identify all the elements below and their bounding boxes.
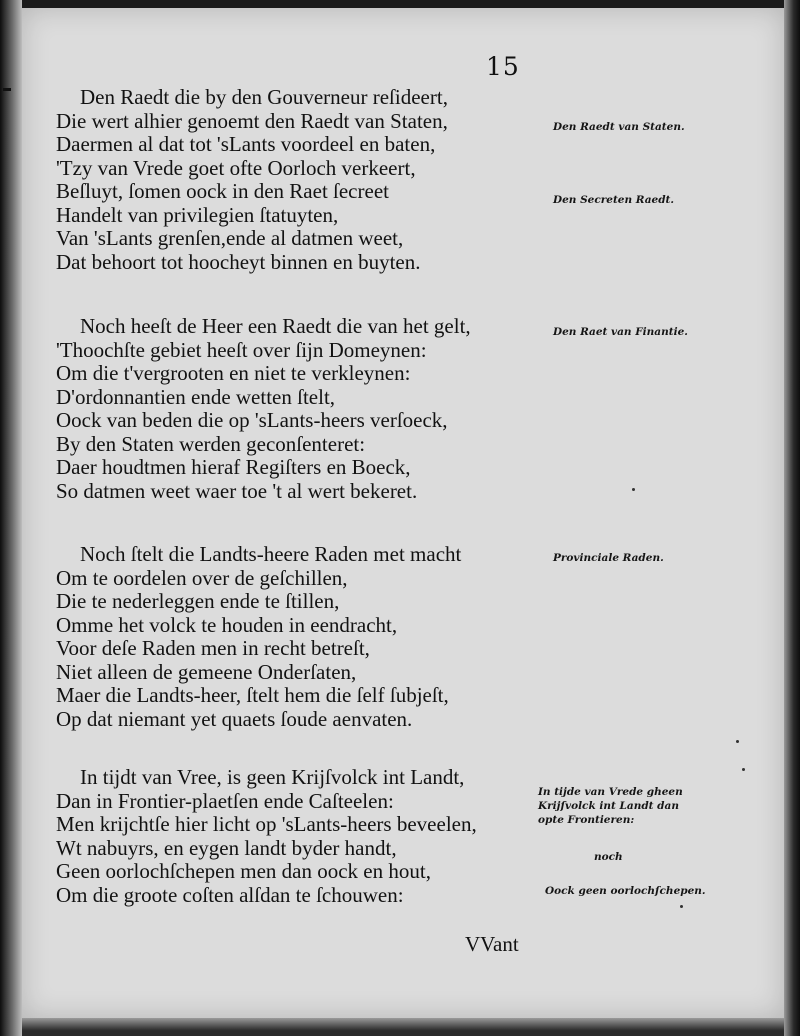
verse-line: Die wert alhier genoemt den Raedt van Staten, <box>56 108 448 133</box>
verse-line: Men krijchtſe hier licht op 'sLants-heers beveelen, <box>56 812 477 836</box>
margin-note <box>545 884 706 898</box>
verse-line: Die te nederleggen ende te ſtillen, <box>56 589 340 613</box>
page-bottom-shadow <box>22 1018 784 1036</box>
margin-note <box>538 785 683 827</box>
margin-note-line: In tijde van Vrede gheen <box>538 786 683 798</box>
verse-line: Om die t'vergrooten en niet te verkleynen: <box>56 361 411 385</box>
verse-line: 'Thoochſte gebiet heeſt over ſijn Domeynen: <box>56 337 427 362</box>
verse-line: Om te oordelen over de geſchillen, <box>56 565 348 590</box>
verse-line: Van 'sLants grenſen,ende al datmen weet, <box>56 226 404 250</box>
verse-line: So datmen weet waer toe 't al wert bekeret. <box>56 478 418 503</box>
margin-note-line: opte Frontieren: <box>538 814 635 826</box>
paper-speck <box>742 768 745 771</box>
margin-note <box>553 551 664 565</box>
verse-line: Maer die Landts-heer, ſtelt hem die ſelf ſubjeſt, <box>56 683 449 707</box>
paper-speck <box>632 488 635 491</box>
verse-line: Voor deſe Raden men in recht betreſt, <box>56 636 370 660</box>
margin-note <box>553 120 685 134</box>
verse-line: Handelt van privilegien ſtatuyten, <box>56 202 339 227</box>
margin-note-line: Den Secreten Raedt. <box>553 194 675 206</box>
verse-line: Niet alleen de gemeene Onderſaten, <box>56 659 357 684</box>
margin-note-line: Provinciale Raden. <box>553 552 664 564</box>
verse-line: Omme het volck te houden in eendracht, <box>56 612 398 637</box>
verse-line: By den Staten werden geconſenteret: <box>56 431 366 456</box>
verse-line: Dan in Frontier-plaetſen ende Caſteelen: <box>56 788 394 813</box>
page-edge-shadow <box>784 0 800 1036</box>
stanza-provinciale-raden <box>56 543 526 731</box>
verse-line: Op dat niemant yet quaets ſoude aenvaten. <box>56 706 413 731</box>
verse-line: Om die groote coſten alſdan te ſchouwen: <box>56 882 404 907</box>
margin-note-line: Krijſvolck int Landt dan <box>538 800 679 812</box>
verse-line: Noch heeſt de Heer een Raedt die van het gelt, <box>80 314 471 338</box>
verse-line: 'Tzy van Vrede goet ofte Oorloch verkeert, <box>56 155 416 180</box>
margin-note-line: noch <box>594 851 623 863</box>
margin-note <box>553 193 674 207</box>
page-number: 15 <box>486 52 520 81</box>
margin-note-line: Den Raet van Finantie. <box>553 326 688 338</box>
verse-line: Geen oorlochſchepen men dan oock en hout, <box>56 859 431 883</box>
verse-line: Den Raedt die by den Gouverneur reſideert, <box>80 85 448 109</box>
margin-note-line: Oock geen oorlochſchepen. <box>545 885 706 897</box>
verse-line: Dat behoort tot hoocheyt binnen en buyten. <box>56 249 421 274</box>
margin-note <box>594 850 623 864</box>
margin-note-line: Den Raedt van Staten. <box>553 121 685 133</box>
page-gutter-shadow <box>0 0 22 1036</box>
verse-line: D'ordonnantien ende wetten ſtelt, <box>56 384 336 409</box>
verse-line: Oock van beden die op 'sLants-heers verſoeck, <box>56 408 448 432</box>
verse-line: Beſluyt, ſomen oock in den Raet ſecreet <box>56 179 389 203</box>
verse-line: In tijdt van Vree, is geen Krijſvolck int Landt, <box>80 765 465 789</box>
catchword: VVant <box>465 932 519 956</box>
verse-line: Daermen al dat tot 'sLants voordeel en baten, <box>56 132 436 156</box>
stanza-raet-van-finantie <box>56 315 526 503</box>
paper-speck <box>680 905 683 908</box>
paper-speck <box>736 740 739 743</box>
verse-line: Noch ſtelt die Landts-heere Raden met macht <box>80 542 462 566</box>
stanza-raedt-van-staten <box>56 86 526 274</box>
verse-line: Wt nabuyrs, en eygen landt byder handt, <box>56 835 397 860</box>
stanza-krijsvolck <box>56 766 526 907</box>
margin-note <box>553 325 688 339</box>
verse-line: Daer houdtmen hieraf Regiſters en Boeck, <box>56 455 411 479</box>
